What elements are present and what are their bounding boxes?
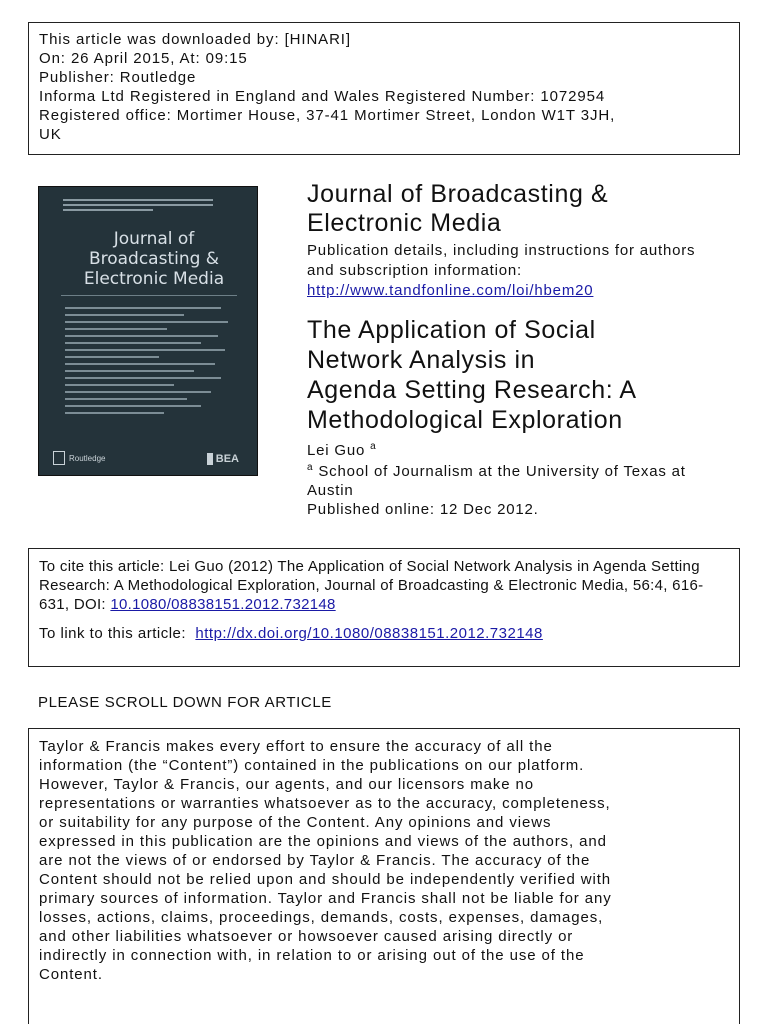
article-doi-url-link[interactable]: http://dx.doi.org/10.1080/08838151.2012.732148 [195, 625, 543, 642]
cover-contents-lines [65, 307, 235, 419]
article-title-line: Network Analysis in [307, 346, 536, 374]
journal-cover-image [38, 186, 258, 476]
doi-link[interactable]: 10.1080/08838151.2012.732148 [110, 596, 336, 613]
disclaimer-text: Taylor & Francis makes every effort to ensure the accuracy of all the information (the “Content”) contained in the publications on our platform. However, Taylor & Francis, our agents, and our licensors make no representations or warranties whatsoever as to the accuracy, completeness, or suitability for any purpose of the Content. Any opinions and views expressed in this publication are the opinions and views of the authors, and are not the views of or endorsed by Taylor & Francis. The accuracy of the Content should not be relied upon and should be independently verified with primary sources of information. Taylor and Francis shall not be liable for any losses, actions, claims, proceedings, demands, costs, expenses, damages, and other liabilities whatsoever or howsoever caused arising directly or indirectly in connection with, in relation to or arising out of the use of the Content. [39, 738, 612, 983]
author [307, 441, 727, 460]
cover-volume-lines [63, 199, 213, 213]
download-info-box [28, 22, 740, 155]
article-title [307, 315, 727, 435]
bea-logo: BEA [207, 453, 239, 465]
cover-title-line: Journal of [113, 229, 195, 249]
cover-title-line: Broadcasting & [88, 249, 220, 269]
journal-title-line: Electronic Media [307, 209, 502, 237]
scroll-notice: PLEASE SCROLL DOWN FOR ARTICLE [38, 694, 332, 711]
cover-title [39, 229, 257, 289]
download-info-line: Informa Ltd Registered in England and Wales Registered Number: 1072954 [39, 88, 606, 105]
routledge-logo: Routledge [53, 451, 105, 465]
link-to-article [39, 624, 729, 643]
download-info-line: UK [39, 126, 62, 143]
author-superscript: a [370, 441, 377, 452]
published-online: Published online: 12 Dec 2012. [307, 501, 539, 518]
cover-divider [61, 295, 237, 296]
journal-url-link[interactable]: http://www.tandfonline.com/loi/hbem20 [307, 282, 594, 299]
publication-details [307, 241, 727, 301]
cite-paragraph [39, 557, 729, 614]
affiliation-superscript: a [307, 462, 314, 473]
disclaimer-box [28, 728, 740, 1024]
article-title-line: The Application of Social [307, 316, 596, 344]
download-info-line: This article was downloaded by: [HINARI] [39, 31, 351, 48]
publication-details-text: Publication details, including instructions for authors and subscription information: [307, 242, 696, 279]
citation-box [28, 548, 740, 667]
download-info-line: Registered office: Mortimer House, 37-41 Mortimer Street, London W1T 3JH, [39, 107, 616, 124]
author-name: Lei Guo [307, 442, 366, 459]
download-info-line: Publisher: Routledge [39, 69, 197, 86]
affiliation [307, 462, 727, 500]
journal-info [307, 180, 727, 519]
cite-text: To cite this article: Lei Guo (2012) The Application of Social Network Analysis in Agenda Setting Research: A Methodological Exploration, Journal of Broadcasting & Electronic Media, 56:4, 616-631, DOI: [39, 558, 704, 613]
journal-title [307, 180, 727, 238]
download-info-line: On: 26 April 2015, At: 09:15 [39, 50, 248, 67]
article-title-line: Agenda Setting Research: A [307, 376, 637, 404]
article-title-line: Methodological Exploration [307, 406, 623, 434]
affiliation-text: School of Journalism at the University of Texas at Austin [307, 463, 686, 499]
cover-title-line: Electronic Media [83, 269, 225, 289]
link-label: To link to this article: [39, 625, 187, 642]
journal-title-line: Journal of Broadcasting & [307, 180, 609, 208]
